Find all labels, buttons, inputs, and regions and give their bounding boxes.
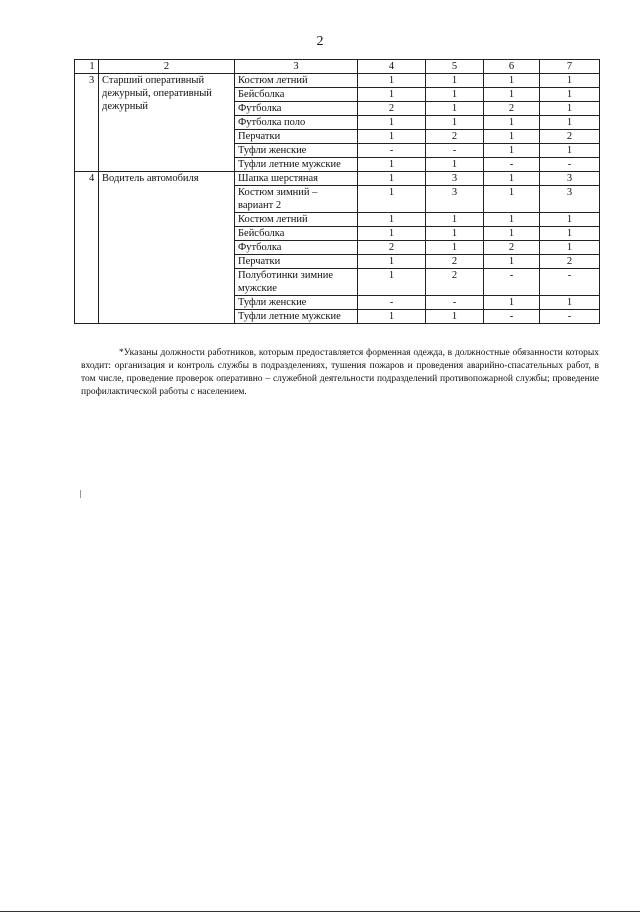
item-qty-5: 1 <box>426 74 484 88</box>
header-cell-6: 6 <box>484 60 540 74</box>
item-qty-6: 1 <box>484 186 540 213</box>
item-qty-5: 1 <box>426 227 484 241</box>
item-qty-6: 2 <box>484 241 540 255</box>
header-cell-1: 1 <box>75 60 99 74</box>
item-qty-7: 1 <box>540 102 600 116</box>
item-qty-6: 1 <box>484 296 540 310</box>
row-index: 4 <box>75 172 99 324</box>
item-qty-6: 1 <box>484 213 540 227</box>
page-number: 2 <box>316 34 324 49</box>
item-qty-4: - <box>358 144 426 158</box>
item-qty-5: 1 <box>426 241 484 255</box>
item-qty-5: 1 <box>426 88 484 102</box>
item-qty-4: 1 <box>358 130 426 144</box>
item-name: Бейсболка <box>235 88 358 102</box>
footnote: *Указаны должности работников, которым предоставляется форменная одежда, в должностные обязанности которых входит: организация и контроль службы в подразделениях, тушения пожаров и проведения аварийно-спасательных работ, в том числе, проведение проверок оперативно – служебной деятельности подразделений противопожарной службы; проведение профилактической работы с населением. <box>81 348 599 397</box>
item-qty-5: 1 <box>426 158 484 172</box>
item-qty-4: 1 <box>358 213 426 227</box>
position-title: Водитель автомобиля <box>99 172 235 324</box>
item-qty-4: 1 <box>358 186 426 213</box>
item-name: Туфли женские <box>235 296 358 310</box>
item-qty-6: 1 <box>484 116 540 130</box>
item-qty-4: 1 <box>358 88 426 102</box>
row-index: 3 <box>75 74 99 172</box>
item-qty-6: - <box>484 158 540 172</box>
item-name: Футболка <box>235 102 358 116</box>
item-name: Туфли женские <box>235 144 358 158</box>
item-name: Туфли летние мужские <box>235 158 358 172</box>
item-qty-4: 1 <box>358 269 426 296</box>
item-qty-7: - <box>540 269 600 296</box>
header-cell-2: 2 <box>99 60 235 74</box>
item-qty-5: 1 <box>426 102 484 116</box>
item-name: Костюм летний <box>235 74 358 88</box>
item-qty-6: 1 <box>484 130 540 144</box>
uniform-table <box>74 59 600 324</box>
item-qty-6: 1 <box>484 255 540 269</box>
item-name: Бейсболка <box>235 227 358 241</box>
item-qty-5: 3 <box>426 186 484 213</box>
item-name: Костюм зимний – вариант 2 <box>235 186 358 213</box>
item-qty-7: 1 <box>540 88 600 102</box>
item-qty-5: 2 <box>426 255 484 269</box>
table-body <box>75 60 600 324</box>
item-qty-6: 1 <box>484 172 540 186</box>
item-name: Полуботинки зимние мужские <box>235 269 358 296</box>
header-cell-4: 4 <box>358 60 426 74</box>
item-qty-4: 2 <box>358 241 426 255</box>
item-qty-4: - <box>358 296 426 310</box>
item-qty-5: 2 <box>426 130 484 144</box>
item-qty-6: 1 <box>484 227 540 241</box>
item-name: Костюм летний <box>235 213 358 227</box>
item-qty-7: 3 <box>540 172 600 186</box>
bottom-rule <box>0 911 640 912</box>
item-qty-5: 3 <box>426 172 484 186</box>
item-qty-7: 2 <box>540 255 600 269</box>
item-qty-7: 1 <box>540 144 600 158</box>
item-qty-7: 3 <box>540 186 600 213</box>
item-qty-6: 2 <box>484 102 540 116</box>
item-qty-5: 1 <box>426 310 484 324</box>
item-qty-7: 2 <box>540 130 600 144</box>
item-qty-4: 1 <box>358 172 426 186</box>
item-name: Футболка <box>235 241 358 255</box>
item-qty-7: 1 <box>540 241 600 255</box>
item-name: Перчатки <box>235 255 358 269</box>
table-row <box>75 172 600 186</box>
table-header-row <box>75 60 600 74</box>
item-qty-6: 1 <box>484 74 540 88</box>
item-qty-7: - <box>540 310 600 324</box>
header-cell-7: 7 <box>540 60 600 74</box>
header-cell-3: 3 <box>235 60 358 74</box>
item-qty-7: 1 <box>540 116 600 130</box>
item-qty-4: 1 <box>358 158 426 172</box>
item-qty-6: 1 <box>484 144 540 158</box>
item-qty-7: 1 <box>540 296 600 310</box>
item-qty-4: 1 <box>358 227 426 241</box>
item-qty-7: 1 <box>540 74 600 88</box>
item-qty-7: - <box>540 158 600 172</box>
item-qty-5: 1 <box>426 116 484 130</box>
item-qty-6: - <box>484 269 540 296</box>
item-qty-7: 1 <box>540 213 600 227</box>
table-row <box>75 74 600 88</box>
item-name: Перчатки <box>235 130 358 144</box>
item-qty-5: - <box>426 144 484 158</box>
item-qty-7: 1 <box>540 227 600 241</box>
item-qty-6: 1 <box>484 88 540 102</box>
item-qty-5: 2 <box>426 269 484 296</box>
item-name: Туфли летние мужские <box>235 310 358 324</box>
item-qty-4: 1 <box>358 74 426 88</box>
position-title: Старший оперативный дежурный, оперативный дежурный <box>99 74 235 172</box>
item-qty-5: 1 <box>426 213 484 227</box>
item-qty-4: 1 <box>358 116 426 130</box>
header-cell-5: 5 <box>426 60 484 74</box>
item-qty-4: 1 <box>358 255 426 269</box>
item-name: Футболка поло <box>235 116 358 130</box>
item-name: Шапка шерстяная <box>235 172 358 186</box>
item-qty-6: - <box>484 310 540 324</box>
item-qty-5: - <box>426 296 484 310</box>
item-qty-4: 2 <box>358 102 426 116</box>
margin-mark <box>80 490 81 498</box>
item-qty-4: 1 <box>358 310 426 324</box>
